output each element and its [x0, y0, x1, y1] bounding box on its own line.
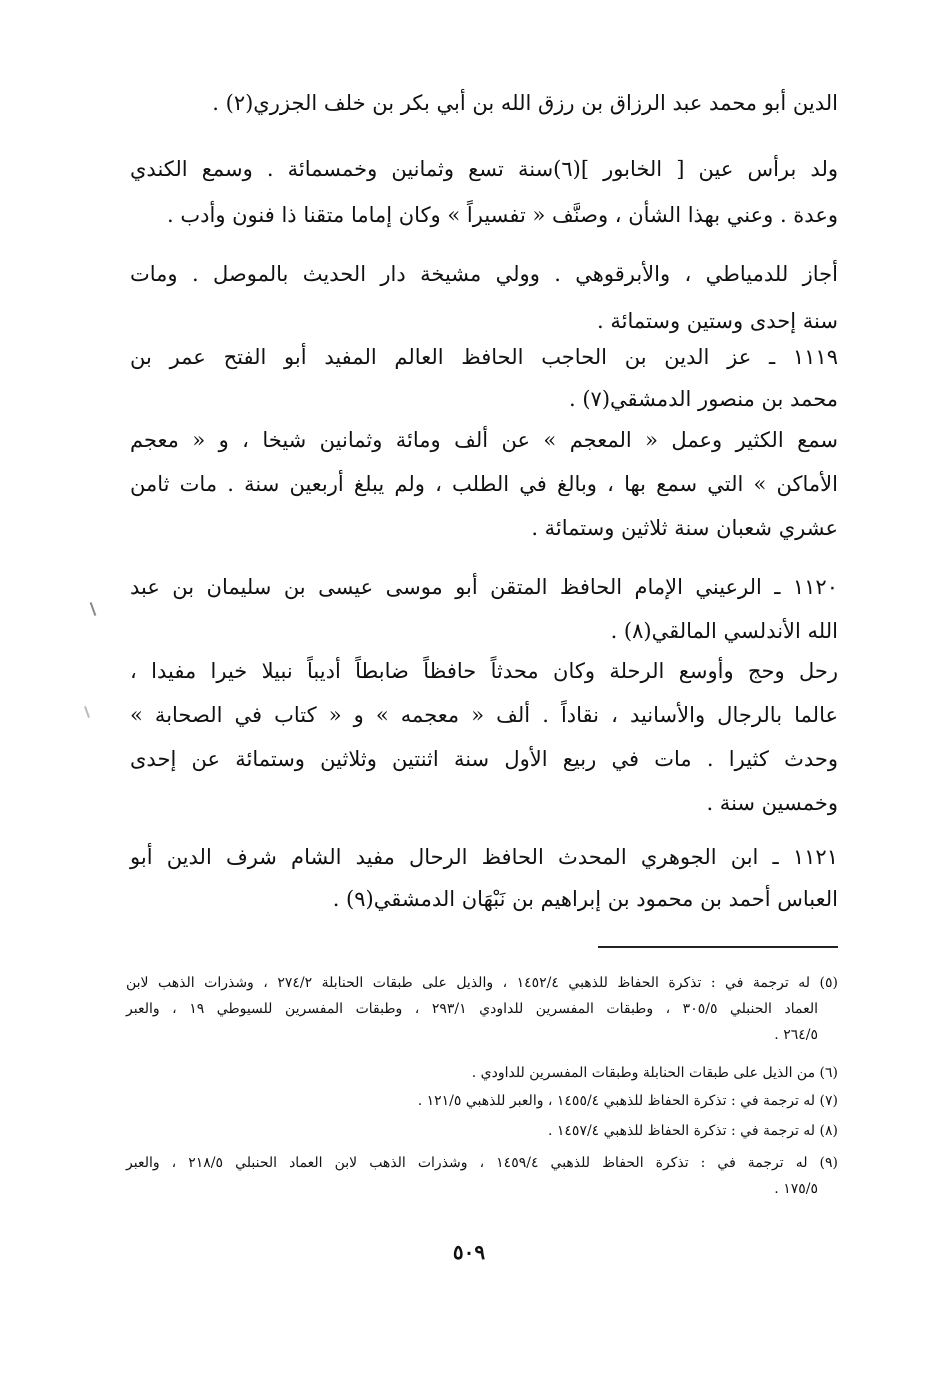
text-line: وعدة . وعني بهذا الشأن ، وصنَّف « تفسيراً » وكان إماما متقنا ذا فنون وأدب .: [167, 203, 838, 227]
text-line: الدين أبو محمد عبد الرزاق بن رزق الله بن أبي بكر بن خلف الجزري(٢) .: [212, 91, 838, 115]
scan-mark: [90, 602, 97, 616]
text-line: العباس أحمد بن محمود بن إبراهيم بن نَبْهَان الدمشقي(٩) .: [332, 887, 838, 911]
footnote-line: (٧) له ترجمة في : تذكرة الحفاظ للذهبي ١٤٥٥/٤ ، والعبر للذهبي ١٢١/٥ .: [417, 1093, 838, 1109]
text-line: وحدث كثيرا . مات في ربيع الأول سنة اثنتين وثلاثين وستمائة عن إحدى: [130, 747, 838, 771]
text-line: رحل وحج وأوسع الرحلة وكان محدثاً حافظاً ضابطاً أديباً نبيلا خيرا مفيدا ،: [130, 659, 838, 683]
text-line: سنة إحدى وستين وستمائة .: [597, 309, 838, 333]
footnote-line: (٦) من الذيل على طبقات الحنابلة وطبقات المفسرين للداودي .: [471, 1065, 838, 1081]
footnote-line: (٨) له ترجمة في : تذكرة الحفاظ للذهبي ١٤٥٧/٤ .: [547, 1123, 838, 1139]
footnote-line: (٩) له ترجمة في : تذكرة الحفاظ للذهبي ١٤٥٩/٤ ، وشذرات الذهب لابن العماد الحنبلي ٢١٨/٥ ، والعبر: [126, 1155, 838, 1171]
footnote-line: ١٧٥/٥ .: [774, 1181, 818, 1197]
page-number: ٥٠٩: [452, 1240, 486, 1264]
entry-heading-1121: ١١٢١ ـ ابن الجوهري المحدث الحافظ الرحال مفيد الشام شرف الدين أبو: [130, 845, 838, 869]
footnote-line: (٥) له ترجمة في : تذكرة الحفاظ للذهبي ١٤٥٢/٤ ، والذيل على طبقات الحنابلة ٢٧٤/٢ ، وشذرات الذهب لابن: [126, 975, 838, 991]
footnote-separator: [598, 946, 838, 948]
footnote-line: ٢٦٤/٥ .: [774, 1027, 818, 1043]
text-line: عشري شعبان سنة ثلاثين وستمائة .: [531, 516, 838, 540]
text-line: أجاز للدمياطي ، والأبرقوهي . وولي مشيخة دار الحديث بالموصل . ومات: [130, 262, 838, 286]
scan-mark: [84, 706, 90, 718]
text-line: ولد برأس عين [ الخابور ](٦)سنة تسع وثمانين وخمسمائة . وسمع الكندي: [130, 157, 838, 181]
text-line: الأماكن » التي سمع بها ، وبالغ في الطلب ، ولم يبلغ أربعين سنة . مات ثامن: [130, 472, 838, 496]
entry-heading-1119: ١١١٩ ـ عز الدين بن الحاجب الحافظ العالم المفيد أبو الفتح عمر بن: [130, 345, 838, 369]
text-line: محمد بن منصور الدمشقي(٧) .: [569, 387, 838, 411]
text-line: عالما بالرجال والأسانيد ، نقاداً . ألف « معجمه » و « كتاب في الصحابة »: [130, 703, 838, 727]
text-line: الله الأندلسي المالقي(٨) .: [610, 619, 838, 643]
entry-heading-1120: ١١٢٠ ـ الرعيني الإمام الحافظ المتقن أبو موسى عيسى بن سليمان بن عبد: [130, 575, 838, 599]
text-line: سمع الكثير وعمل « المعجم » عن ألف ومائة وثمانين شيخا ، و « معجم: [130, 428, 838, 452]
text-line: وخمسين سنة .: [706, 791, 838, 815]
footnote-line: العماد الحنبلي ٣٠٥/٥ ، وطبقات المفسرين للداودي ٢٩٣/١ ، وطبقات المفسرين للسيوطي ١٩ ، والعبر: [126, 1001, 818, 1017]
